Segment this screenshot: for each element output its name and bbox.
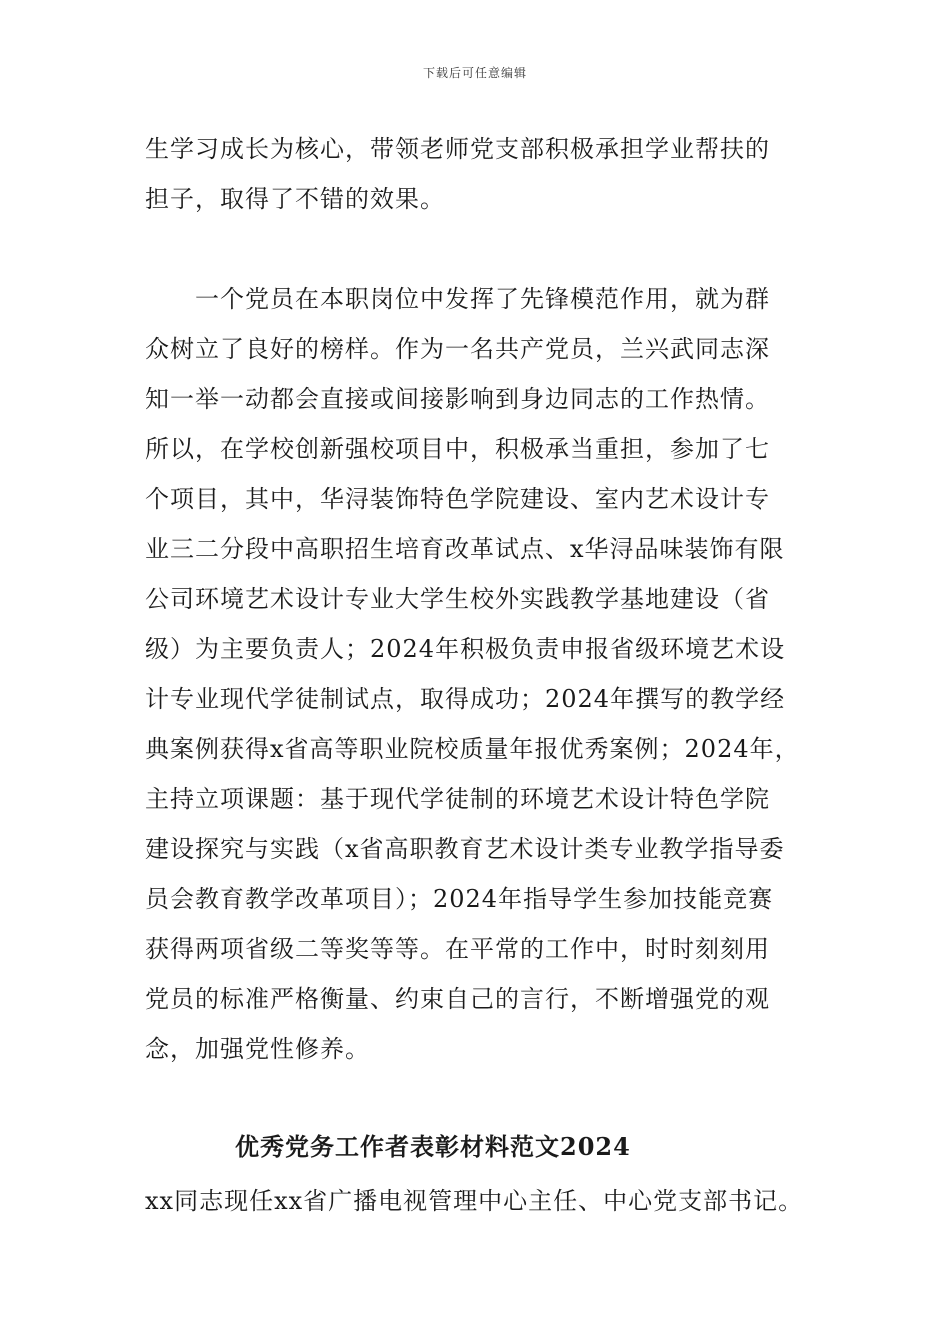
paragraph-line: 一个党员在本职岗位中发挥了先锋模范作用，就为群 (145, 285, 770, 313)
paragraph-line: 业三二分段中高职招生培育改革试点、x华浔品味装饰有限 (145, 535, 785, 563)
paragraph-line: 念，加强党性修养。 (145, 1035, 370, 1063)
paragraph-line: 员会教育教学改革项目）；2024年指导学生参加技能竞赛 (145, 885, 774, 913)
paragraph-line: 计专业现代学徒制试点，取得成功；2024年撰写的教学经 (145, 685, 786, 713)
paragraph-line: 典案例获得x省高等职业院校质量年报优秀案例；2024年， (145, 735, 800, 763)
paragraph-line: 级）为主要负责人；2024年积极负责申报省级环境艺术设 (145, 635, 786, 663)
paragraph-line: 众树立了良好的榜样。作为一名共产党员，兰兴武同志深 (145, 335, 770, 363)
paragraph-line: 建设探究与实践（x省高职教育艺术设计类专业教学指导委 (145, 835, 785, 863)
paragraph-line: 知一举一动都会直接或间接影响到身边同志的工作热情。 (145, 385, 770, 413)
paragraph-line: 公司环境艺术设计专业大学生校外实践教学基地建设（省 (145, 585, 770, 613)
paragraph-line: 生学习成长为核心，带领老师党支部积极承担学业帮扶的 (145, 135, 770, 163)
paragraph-2 (145, 274, 825, 1074)
paragraph-line: 获得两项省级二等奖等等。在平常的工作中，时时刻刻用 (145, 935, 770, 963)
paragraph-1 (145, 124, 825, 224)
closing-paragraph (145, 1176, 825, 1226)
paragraph-line: 主持立项课题：基于现代学徒制的环境艺术设计特色学院 (145, 785, 770, 813)
paragraph-line: 党员的标准严格衡量、约束自己的言行，不断增强党的观 (145, 985, 770, 1013)
section-title: 优秀党务工作者表彰材料范文2024 (235, 1132, 631, 1161)
paragraph-line: 所以，在学校创新强校项目中，积极承当重担，参加了七 (145, 435, 770, 463)
paragraph-line: xx同志现任xx省广播电视管理中心主任、中心党支部书记。 (145, 1187, 804, 1215)
paragraph-line: 个项目，其中，华浔装饰特色学院建设、室内艺术设计专 (145, 485, 770, 513)
paragraph-line: 担子，取得了不错的效果。 (145, 185, 445, 213)
document-body (145, 124, 825, 1226)
page-header-note: 下载后可任意编辑 (422, 66, 527, 80)
